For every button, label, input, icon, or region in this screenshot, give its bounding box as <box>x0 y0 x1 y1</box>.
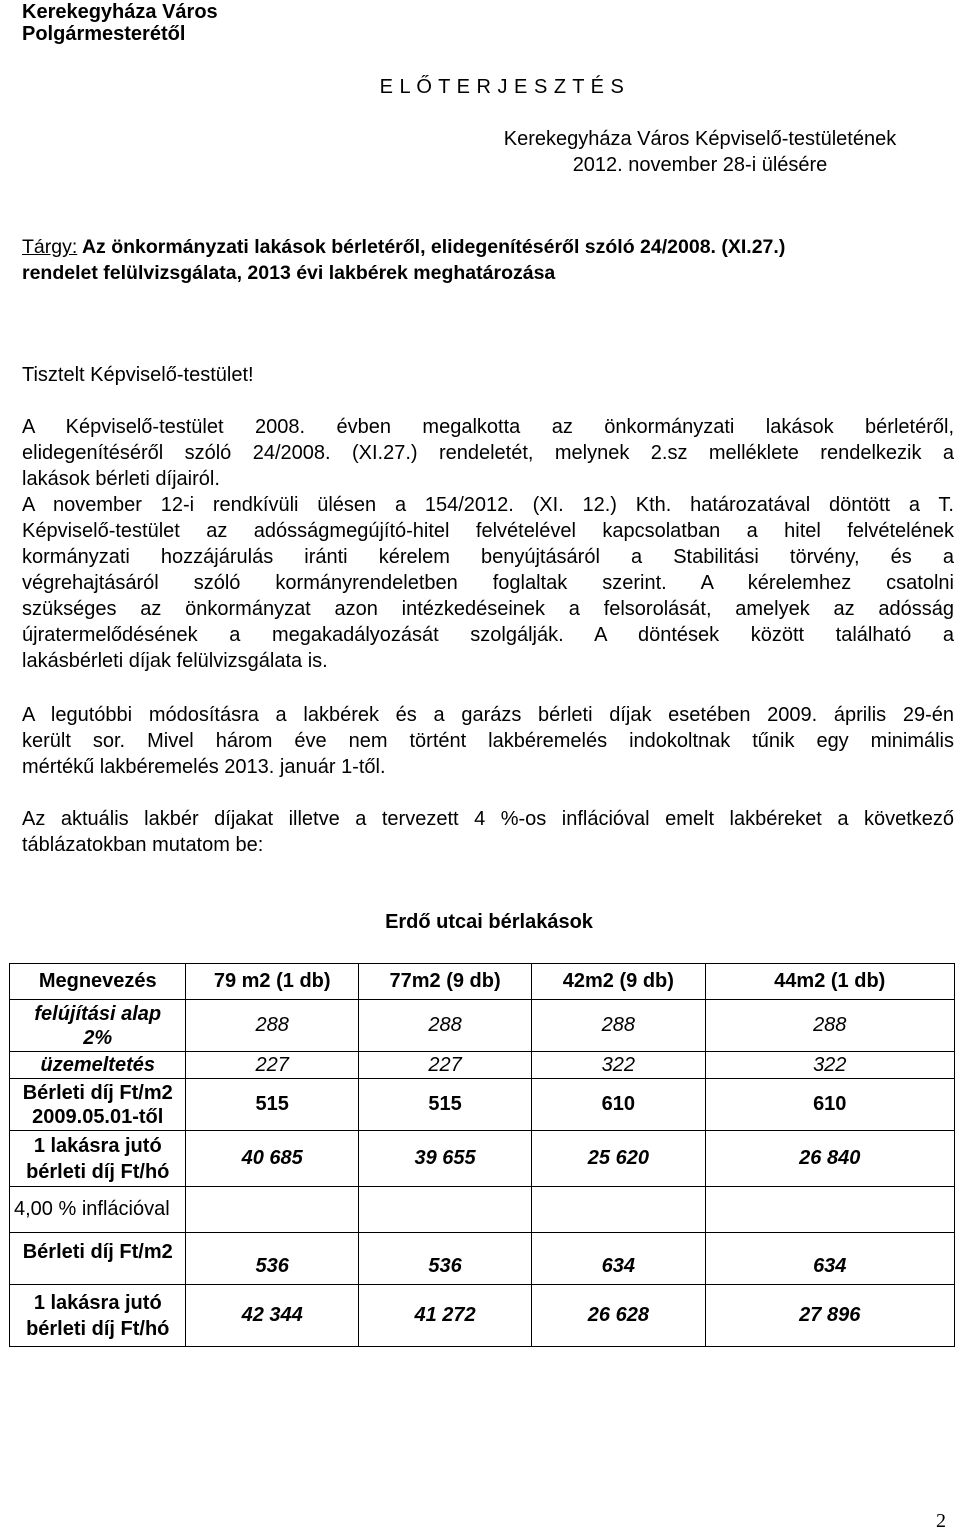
table-cell: 288 <box>705 1000 954 1052</box>
subject-label: Tárgy: <box>22 236 78 258</box>
table-header-cell: 79 m2 (1 db) <box>186 964 358 1000</box>
table-cell: 634 <box>705 1233 954 1285</box>
table-cell: 515 <box>186 1079 358 1131</box>
table-cell: 610 <box>705 1079 954 1131</box>
table-cell: 322 <box>532 1052 705 1079</box>
table-cell: 634 <box>532 1233 705 1285</box>
table-row <box>10 1079 955 1131</box>
paragraph-line: A Képviselő-testület 2008. évben megalkotta az önkormányzati lakások bérletéről, <box>22 416 954 438</box>
table-title: Erdő utcai bérlakások <box>385 911 593 933</box>
sender-line-1: Kerekegyháza Város <box>22 1 218 23</box>
addressee-line-1: Kerekegyháza Város Képviselő-testületének <box>503 128 897 150</box>
paragraph-line: Képviselő-testület az adósságmegújító-hitel felvételével kapcsolatban a hitel felvételének <box>22 520 954 542</box>
row-label: 4,00 % inflációval <box>10 1187 186 1233</box>
paragraph-line: A legutóbbi módosításra a lakbérek és a garázs bérleti díjak esetében 2009. április 29-én <box>22 704 954 726</box>
paragraph-line: lakásbérleti díjak felülvizsgálata is. <box>22 650 328 672</box>
table-row <box>10 1285 955 1347</box>
table-row <box>10 1052 955 1079</box>
row-label: Bérleti díj Ft/m2 2009.05.01-től <box>10 1079 186 1131</box>
table-cell: 536 <box>358 1233 531 1285</box>
sender-line-2: Polgármesterétől <box>22 23 186 45</box>
table-cell <box>186 1187 358 1233</box>
table-cell: 41 272 <box>358 1285 531 1347</box>
table-cell: 227 <box>358 1052 531 1079</box>
table-cell: 40 685 <box>186 1131 358 1187</box>
row-label: Bérleti díj Ft/m2 <box>10 1233 186 1285</box>
table-cell: 26 628 <box>532 1285 705 1347</box>
table-cell: 515 <box>358 1079 531 1131</box>
table-cell <box>705 1187 954 1233</box>
table-row <box>10 1000 955 1052</box>
table-header-cell: 42m2 (9 db) <box>532 964 705 1000</box>
paragraph-3 <box>22 806 954 858</box>
table-cell <box>358 1187 531 1233</box>
page-number: 2 <box>936 1510 946 1532</box>
paragraph-line: Az aktuális lakbér díjakat illetve a tervezett 4 %-os inflációval emelt lakbéreket a következő <box>22 808 954 830</box>
table-cell: 42 344 <box>186 1285 358 1347</box>
paragraph-1 <box>22 414 954 674</box>
subject-text: Az önkormányzati lakások bérletéről, elidegenítéséről szóló 24/2008. (XI.27.) <box>77 236 786 258</box>
paragraph-line: került sor. Mivel három éve nem történt lakbéremelés indokoltnak tűnik egy minimális <box>22 730 954 752</box>
table-cell: 25 620 <box>532 1131 705 1187</box>
table-cell <box>532 1187 705 1233</box>
table-row <box>10 1187 955 1233</box>
table-cell: 288 <box>532 1000 705 1052</box>
paragraph-line: A november 12-i rendkívüli ülésen a 154/2012. (XI. 12.) Kth. határozatával döntött a T. <box>22 494 954 516</box>
row-label: 1 lakásra jutó bérleti díj Ft/hó <box>10 1131 186 1187</box>
table-cell: 26 840 <box>705 1131 954 1187</box>
paragraph-line: mértékű lakbéremelés 2013. január 1-től. <box>22 756 386 778</box>
paragraph-line: lakások bérleti díjairól. <box>22 468 220 490</box>
table-cell: 288 <box>186 1000 358 1052</box>
table-header-cell: 77m2 (9 db) <box>358 964 531 1000</box>
subject-line-2: rendelet felülvizsgálata, 2013 évi lakbérek meghatározása <box>22 262 556 284</box>
paragraph-line: kormányzati hozzájárulás iránti kérelem benyújtásáról a Stabilitási törvény, és a <box>22 546 954 568</box>
row-label: 1 lakásra jutó bérleti díj Ft/hó <box>10 1285 186 1347</box>
table-cell: 322 <box>705 1052 954 1079</box>
addressee-line-2: 2012. november 28-i ülésére <box>572 154 828 176</box>
document-title: E L Ő T E R J E S Z T É S <box>379 76 625 98</box>
table-cell: 227 <box>186 1052 358 1079</box>
table-cell: 610 <box>532 1079 705 1131</box>
row-label: felújítási alap 2% <box>10 1000 186 1052</box>
table-header-row <box>10 964 955 1000</box>
subject-line-1 <box>22 234 785 260</box>
paragraph-line: szükséges az önkormányzat azon intézkedéseinek a felsorolását, amelyek az adósság <box>22 598 954 620</box>
salutation: Tisztelt Képviselő-testület! <box>22 364 254 386</box>
row-label: üzemeltetés <box>10 1052 186 1079</box>
table-cell: 288 <box>358 1000 531 1052</box>
rent-table <box>9 963 955 1347</box>
table-header-cell: Megnevezés <box>10 964 186 1000</box>
table-row <box>10 1233 955 1285</box>
table-cell: 536 <box>186 1233 358 1285</box>
table-header-cell: 44m2 (1 db) <box>705 964 954 1000</box>
paragraph-2 <box>22 702 954 780</box>
paragraph-line: elidegenítéséről szóló 24/2008. (XI.27.) rendeletét, melynek 2.sz melléklete rendelkezik a <box>22 442 954 464</box>
table-row <box>10 1131 955 1187</box>
table-cell: 39 655 <box>358 1131 531 1187</box>
paragraph-line: végrehajtásáról szóló kormányrendeletben foglaltak szerint. A kérelemhez csatolni <box>22 572 954 594</box>
paragraph-line: újratermelődésének a megakadályozását szolgálják. A döntések között található a <box>22 624 954 646</box>
table-cell: 27 896 <box>705 1285 954 1347</box>
paragraph-line: táblázatokban mutatom be: <box>22 834 264 856</box>
